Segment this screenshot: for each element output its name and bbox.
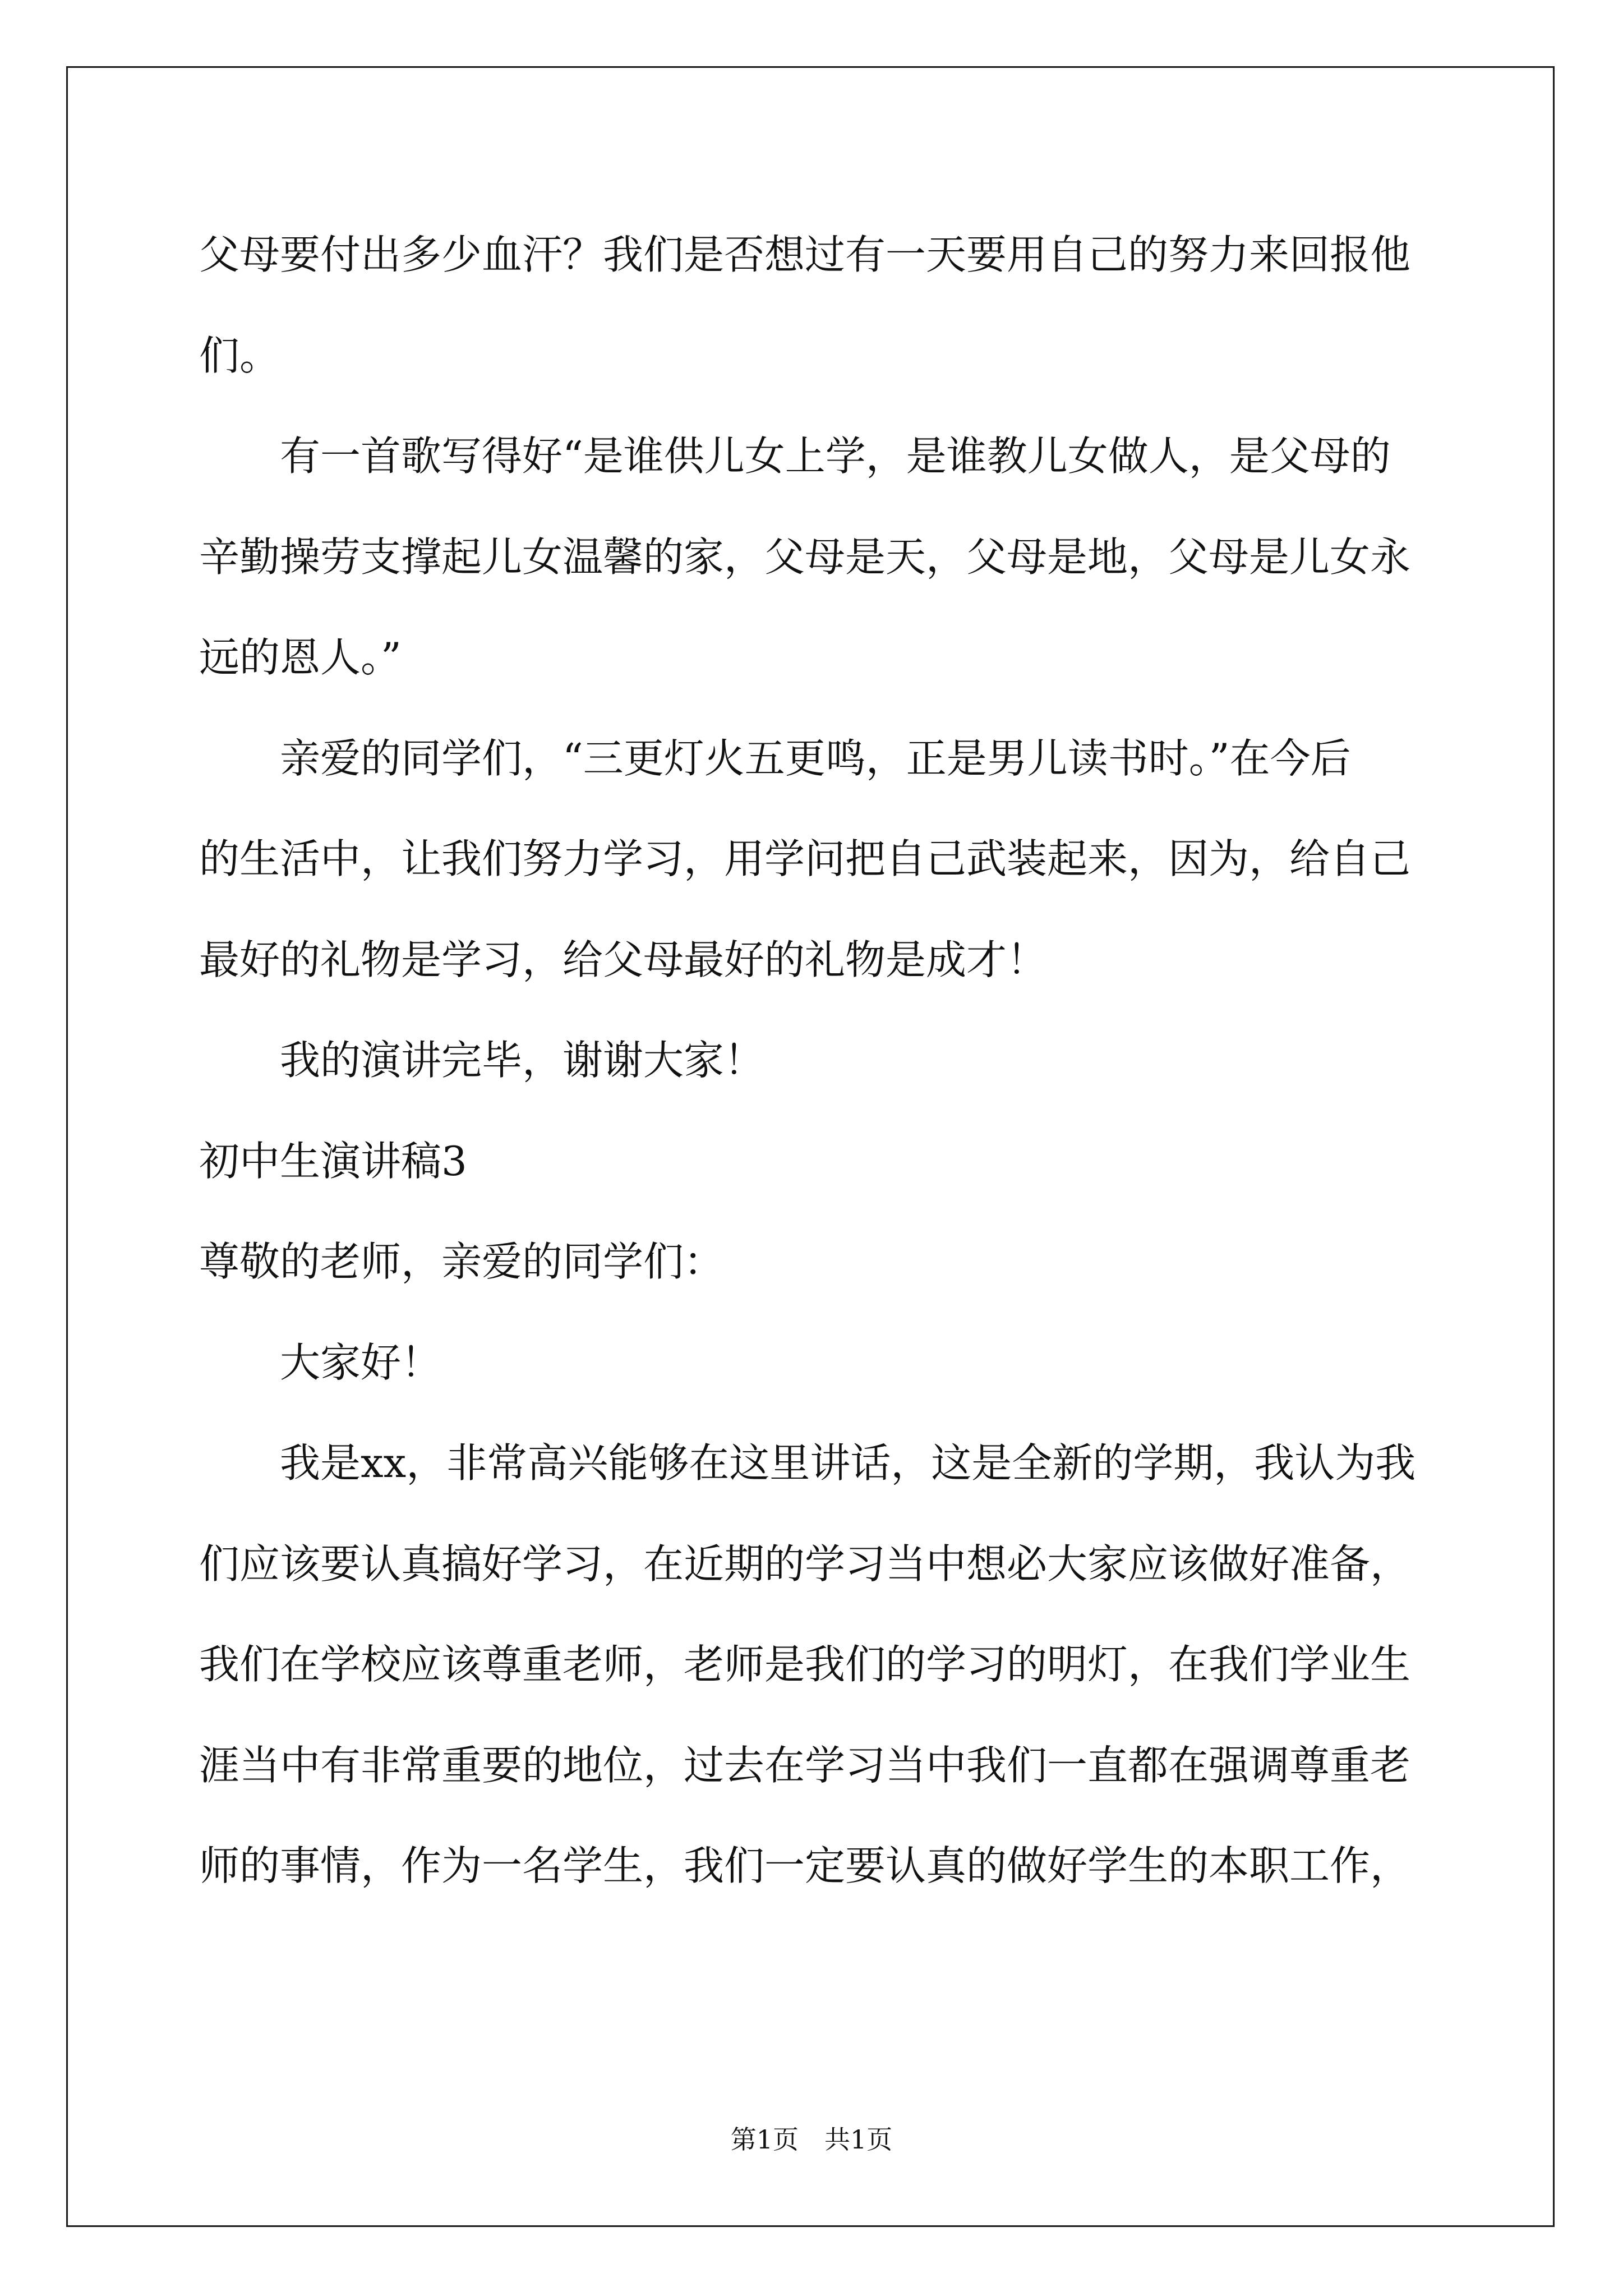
text-line: 涯当中有非常重要的地位，过去在学习当中我们一直都在强调尊重老 [199, 1741, 1411, 1789]
text-line: 最好的礼物是学习，给父母最好的礼物是成才！ [199, 936, 1048, 983]
closing-line: 我的演讲完毕，谢谢大家！ [280, 1037, 765, 1084]
text-line: 远的恩人。” [199, 634, 402, 681]
text-line: 师的事情，作为一名学生，我们一定要认真的做好学生的本职工作， [199, 1842, 1411, 1889]
salutation: 尊敬的老师，亲爱的同学们： [199, 1238, 725, 1285]
text-line: 我们在学校应该尊重老师，老师是我们的学习的明灯，在我们学业生 [199, 1641, 1411, 1688]
greeting: 大家好！ [280, 1338, 442, 1386]
text-line: 们应该要认真搞好学习，在近期的学习当中想必大家应该做好准备， [199, 1540, 1411, 1588]
section-heading: 初中生演讲稿3 [199, 1137, 467, 1185]
text-line: 父母要付出多少血汗？我们是否想过有一天要用自己的努力来回报他 [199, 231, 1411, 278]
text-line: 辛勤操劳支撑起儿女温馨的家，父母是天，父母是地，父母是儿女永 [199, 533, 1411, 581]
document-body [199, 205, 1427, 1917]
text-line: 我是xx，非常高兴能够在这里讲话，这是全新的学期，我认为我 [280, 1439, 1416, 1487]
text-line: 有一首歌写得好“是谁供儿女上学，是谁教儿女做人，是父母的 [280, 432, 1391, 480]
text-line: 们。 [199, 332, 280, 379]
page-footer: 第1页 共1页 [730, 2124, 893, 2155]
text-line: 的生活中，让我们努力学习，用学问把自己武装起来，因为，给自己 [199, 835, 1411, 882]
text-line: 亲爱的同学们，“三更灯火五更鸣，正是男儿读书时。”在今后 [280, 734, 1351, 782]
